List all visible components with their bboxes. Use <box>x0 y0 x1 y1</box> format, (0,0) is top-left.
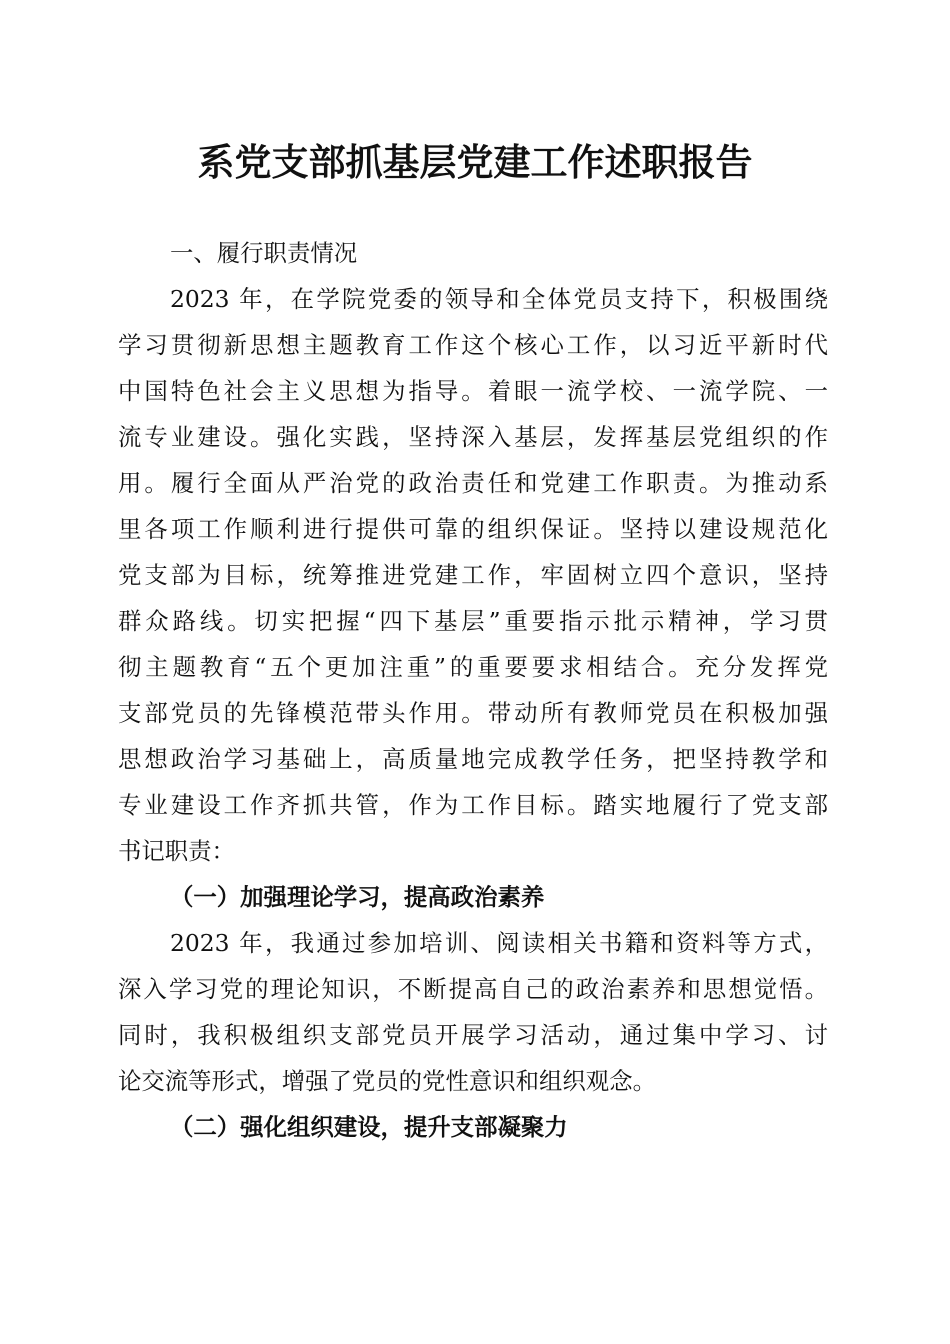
paragraph-theory-study <box>118 920 828 1104</box>
paragraph-line: 专业建设工作齐抓共管，作为工作目标。踏实地履行了党支部 <box>118 791 828 819</box>
paragraph-line: 流专业建设。强化实践，坚持深入基层，发挥基层党组织的作 <box>118 423 828 451</box>
paragraph-line: 里各项工作顺利进行提供可靠的组织保证。坚持以建设规范化 <box>118 515 828 543</box>
paragraph-line: 群众路线。切实把握“四下基层”重要指示批示精神，学习贯 <box>118 607 828 635</box>
document-body <box>118 230 828 1150</box>
paragraph-line: 深入学习党的理论知识，不断提高自己的政治素养和思想觉悟。 <box>118 975 828 1003</box>
paragraph-line: 支部党员的先锋模范带头作用。带动所有教师党员在积极加强 <box>118 699 828 727</box>
paragraph-line: 学习贯彻新思想主题教育工作这个核心工作，以习近平新时代 <box>118 331 828 359</box>
paragraph-line: 党支部为目标，统筹推进党建工作，牢固树立四个意识，坚持 <box>118 561 828 589</box>
subsection-heading-theory-study: （一）加强理论学习，提高政治素养 <box>170 883 545 911</box>
paragraph-line: 用。履行全面从严治党的政治责任和党建工作职责。为推动系 <box>118 469 828 497</box>
paragraph-line: 同时，我积极组织支部党员开展学习活动，通过集中学习、讨 <box>118 1021 828 1049</box>
subsection-heading-organization: （二）强化组织建设，提升支部凝聚力 <box>170 1113 568 1141</box>
paragraph-line: 书记职责： <box>118 837 235 865</box>
paragraph-line: 思想政治学习基础上，高质量地完成教学任务，把坚持教学和 <box>118 745 828 773</box>
paragraph-line: 2023 年，在学院党委的领导和全体党员支持下，积极围绕 <box>170 285 828 313</box>
document-title: 系党支部抓基层党建工作述职报告 <box>197 140 753 184</box>
paragraph-duties <box>118 276 828 874</box>
paragraph-line: 论交流等形式，增强了党员的党性意识和组织观念。 <box>118 1067 656 1095</box>
paragraph-line: 2023 年，我通过参加培训、阅读相关书籍和资料等方式， <box>170 929 828 957</box>
paragraph-line: 彻主题教育“五个更加注重”的重要要求相结合。充分发挥党 <box>118 653 828 681</box>
paragraph-line: 中国特色社会主义思想为指导。着眼一流学校、一流学院、一 <box>118 377 828 405</box>
section-heading-performance: 一、履行职责情况 <box>170 239 358 267</box>
